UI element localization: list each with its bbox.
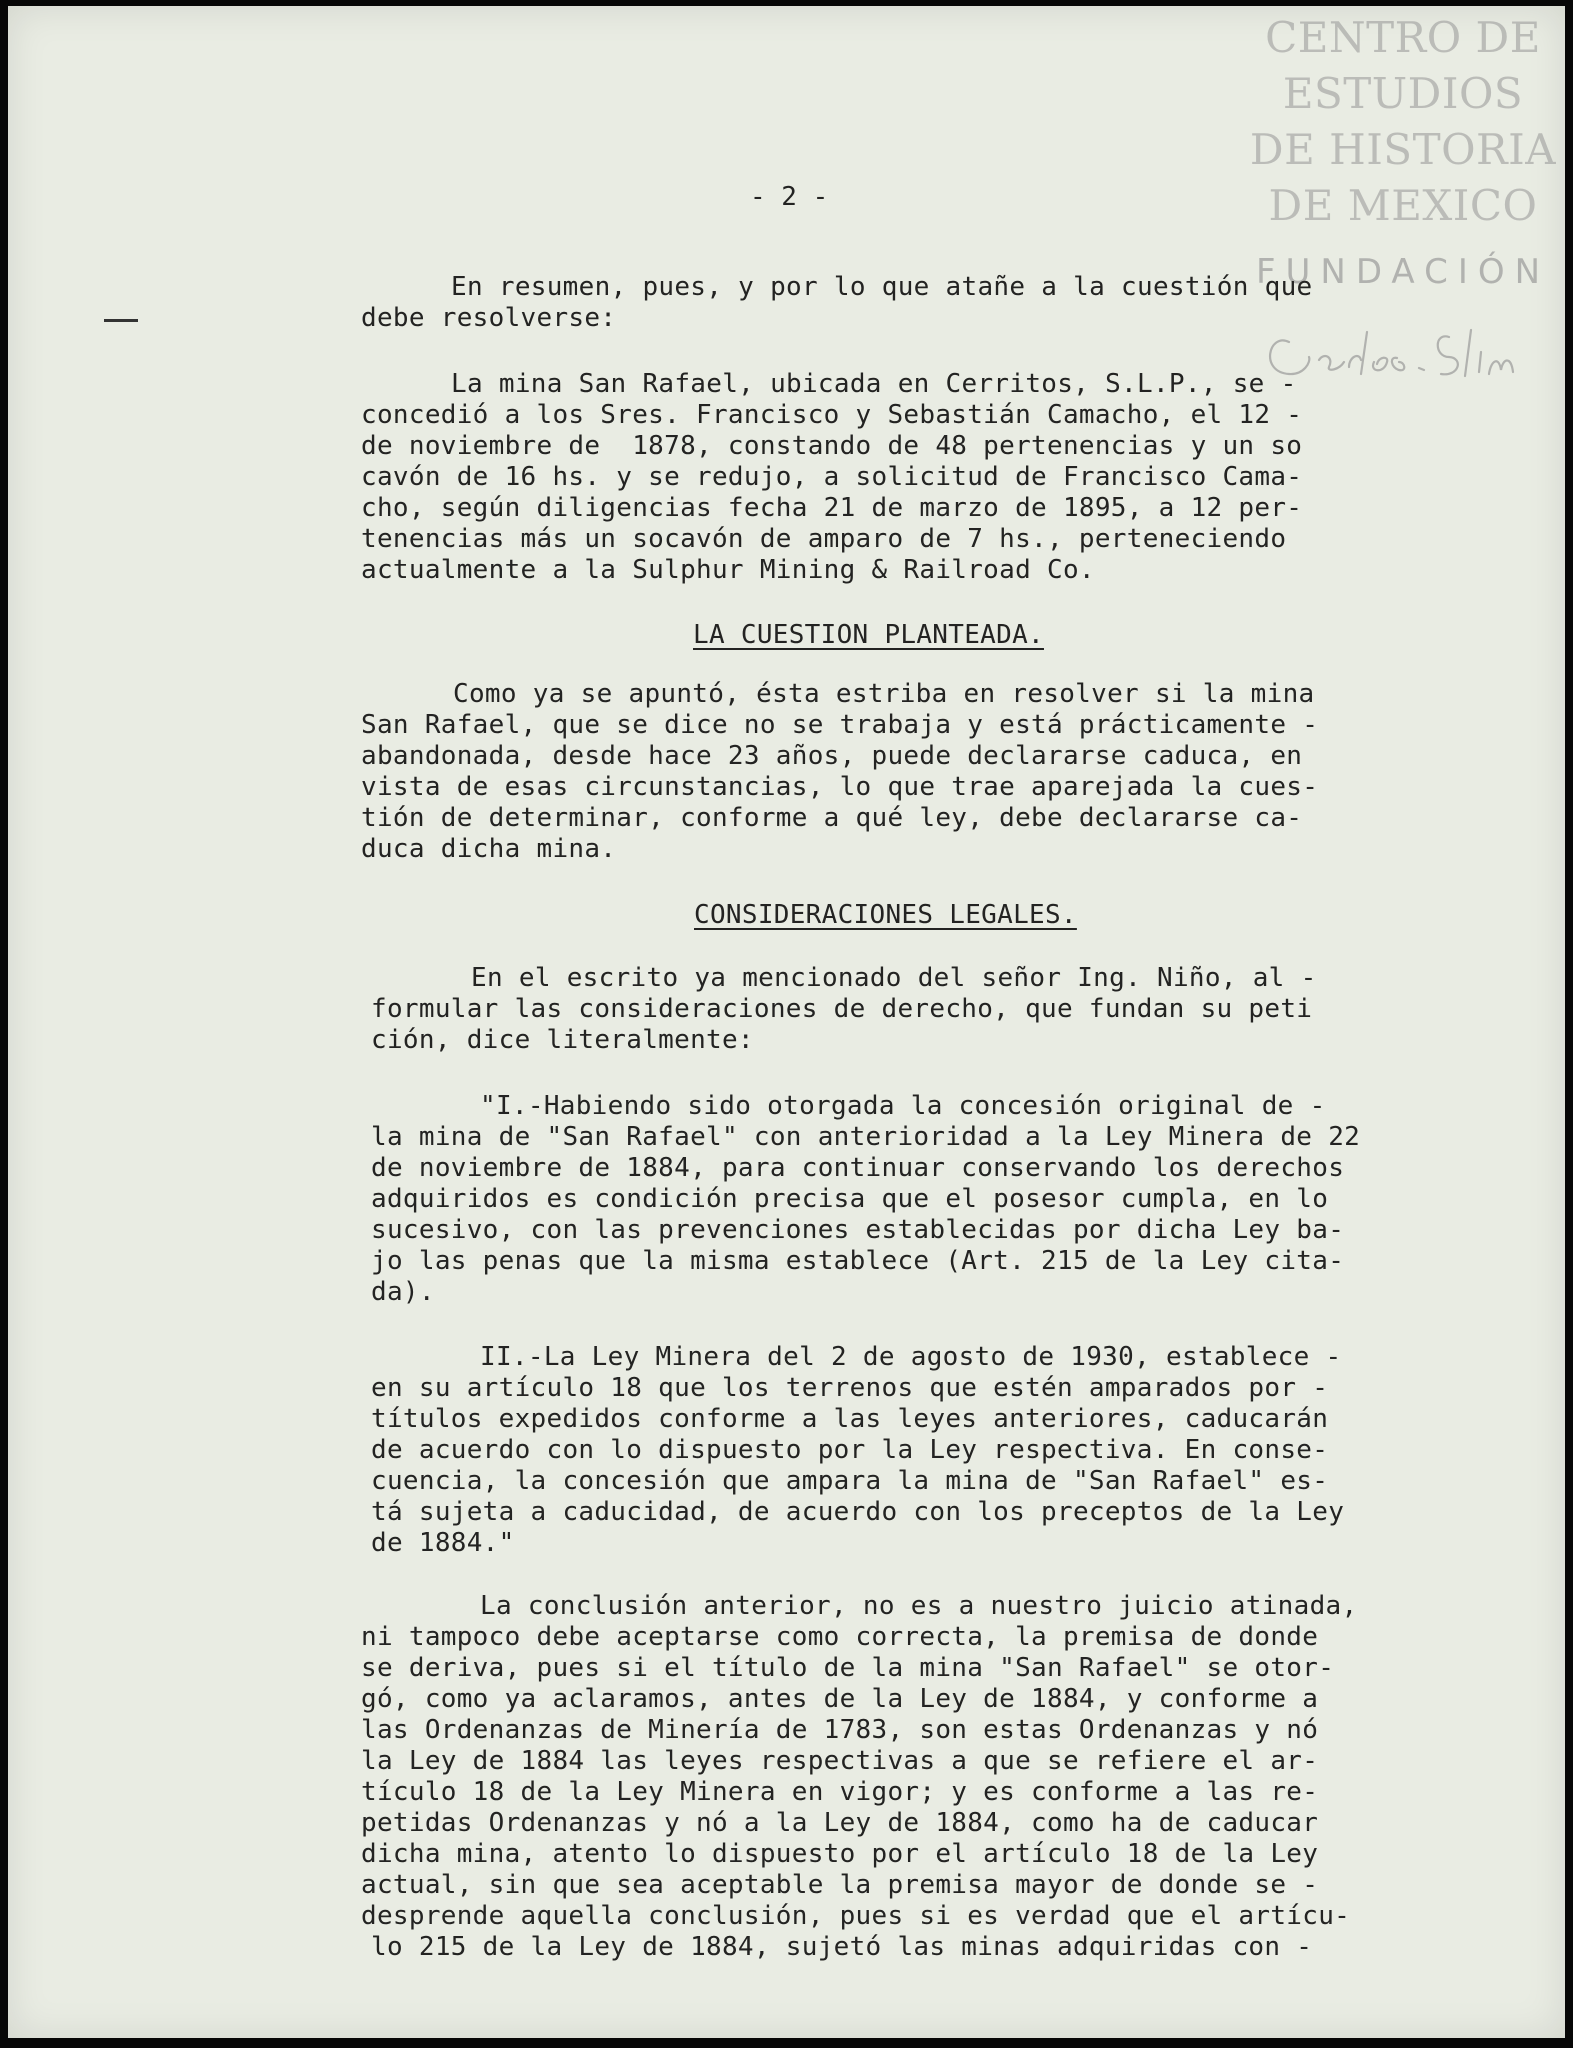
text-line: desprende aquella conclusión, pues si es verdad que el artícu- [361,1901,1351,1931]
watermark-fundacion: FUNDACIÓN [1255,252,1551,292]
text-line: gó, como ya aclaramos, antes de la Ley de 1884, y conforme a [361,1684,1319,1714]
text-line: petidas Ordenanzas y nó a la Ley de 1884, como ha de caducar [361,1808,1319,1838]
section-heading-consideraciones: CONSIDERACIONES LEGALES. [694,900,1077,930]
text-line: Como ya se apuntó, ésta estriba en resolver si la mina [453,679,1315,709]
text-line: títulos expedidos conforme a las leyes anteriores, caducarán [371,1404,1329,1434]
text-line: las Ordenanzas de Minería de 1783, son estas Ordenanzas y nó [361,1715,1319,1745]
text-line: de noviembre de 1878, constando de 48 pertenencias y un so [361,431,1303,461]
text-line: cavón de 16 hs. y se redujo, a solicitud de Francisco Cama- [361,462,1303,492]
text-line: da). [371,1277,435,1307]
text-line: tículo 18 de la Ley Minera en vigor; y es conforme a las re- [361,1777,1319,1807]
text-line: La mina San Rafael, ubicada en Cerritos, S.L.P., se - [451,369,1297,399]
text-line: de acuerdo con lo dispuesto por la Ley respectiva. En conse- [371,1435,1329,1465]
text-line: En el escrito ya mencionado del señor Ing. Niño, al - [471,963,1317,993]
text-line: de noviembre de 1884, para continuar conservando los derechos [371,1153,1345,1183]
text-line: se deriva, pues si el título de la mina "San Rafael" se otor- [361,1653,1335,1683]
text-line: San Rafael, que se dice no se trabaja y está prácticamente - [361,710,1319,740]
text-line: En resumen, pues, y por lo que atañe a la cuestión que [451,272,1313,302]
text-line: de 1884." [371,1528,515,1558]
text-line: la mina de "San Rafael" con anterioridad a la Ley Minera de 22 [371,1122,1361,1152]
text-line: lo 215 de la Ley de 1884, sujetó las minas adquiridas con - [371,1932,1313,1962]
text-line: "I.-Habiendo sido otorgada la concesión original de - [480,1091,1326,1121]
text-line: la Ley de 1884 las leyes respectivas a que se refiere el ar- [361,1746,1319,1776]
text-line: formular las consideraciones de derecho, que fundan su peti [371,994,1313,1024]
text-line: vista de esas circunstancias, lo que trae aparejada la cues- [361,772,1319,802]
text-line: ción, dice literalmente: [371,1025,754,1055]
text-line: concedió a los Sres. Francisco y Sebastián Camacho, el 12 - [361,400,1303,430]
text-line: tá sujeta a caducidad, de acuerdo con los preceptos de la Ley [371,1497,1345,1527]
text-line: actualmente a la Sulphur Mining & Railroad Co. [361,555,1095,585]
watermark-line: CENTRO DE [1265,13,1541,62]
watermark-line: DE MEXICO [1268,181,1538,230]
text-line: duca dicha mina. [361,834,617,864]
text-line: jo las penas que la misma establece (Art. 215 de la Ley cita- [371,1246,1345,1276]
watermark-line: ESTUDIOS [1282,69,1524,118]
text-line: tenencias más un socavón de amparo de 7 hs., perteneciendo [361,524,1287,554]
watermark-line: DE HISTORIA [1249,125,1557,174]
page-number: - 2 - [750,182,829,212]
text-line: La conclusión anterior, no es a nuestro juicio atinada, [480,1591,1358,1621]
text-line: II.-La Ley Minera del 2 de agosto de 1930, establece - [480,1342,1342,1372]
text-line: en su artículo 18 que los terrenos que estén amparados por - [371,1373,1329,1403]
text-line: adquiridos es condición precisa que el posesor cumpla, en lo [371,1184,1329,1214]
text-line: dicha mina, atento lo dispuesto por el artículo 18 de la Ley [361,1839,1319,1869]
archive-watermark [1249,10,1557,390]
text-line: cho, según diligencias fecha 21 de marzo de 1895, a 12 per- [361,493,1303,523]
text-line: ni tampoco debe aceptarse como correcta, la premisa de donde [361,1622,1319,1652]
text-line: tión de determinar, conforme a qué ley, debe declararse ca- [361,803,1303,833]
text-line: sucesivo, con las prevenciones establecidas por dicha Ley ba- [371,1215,1345,1245]
document-page [8,6,1565,2038]
section-heading-cuestion: LA CUESTION PLANTEADA. [693,620,1044,650]
text-line: debe resolverse: [361,303,617,333]
text-line: actual, sin que sea aceptable la premisa mayor de donde se - [361,1870,1319,1900]
text-line: cuencia, la concesión que ampara la mina de "San Rafael" es- [371,1466,1329,1496]
margin-mark [104,319,138,322]
text-line: abandonada, desde hace 23 años, puede declararse caduca, en [361,741,1303,771]
